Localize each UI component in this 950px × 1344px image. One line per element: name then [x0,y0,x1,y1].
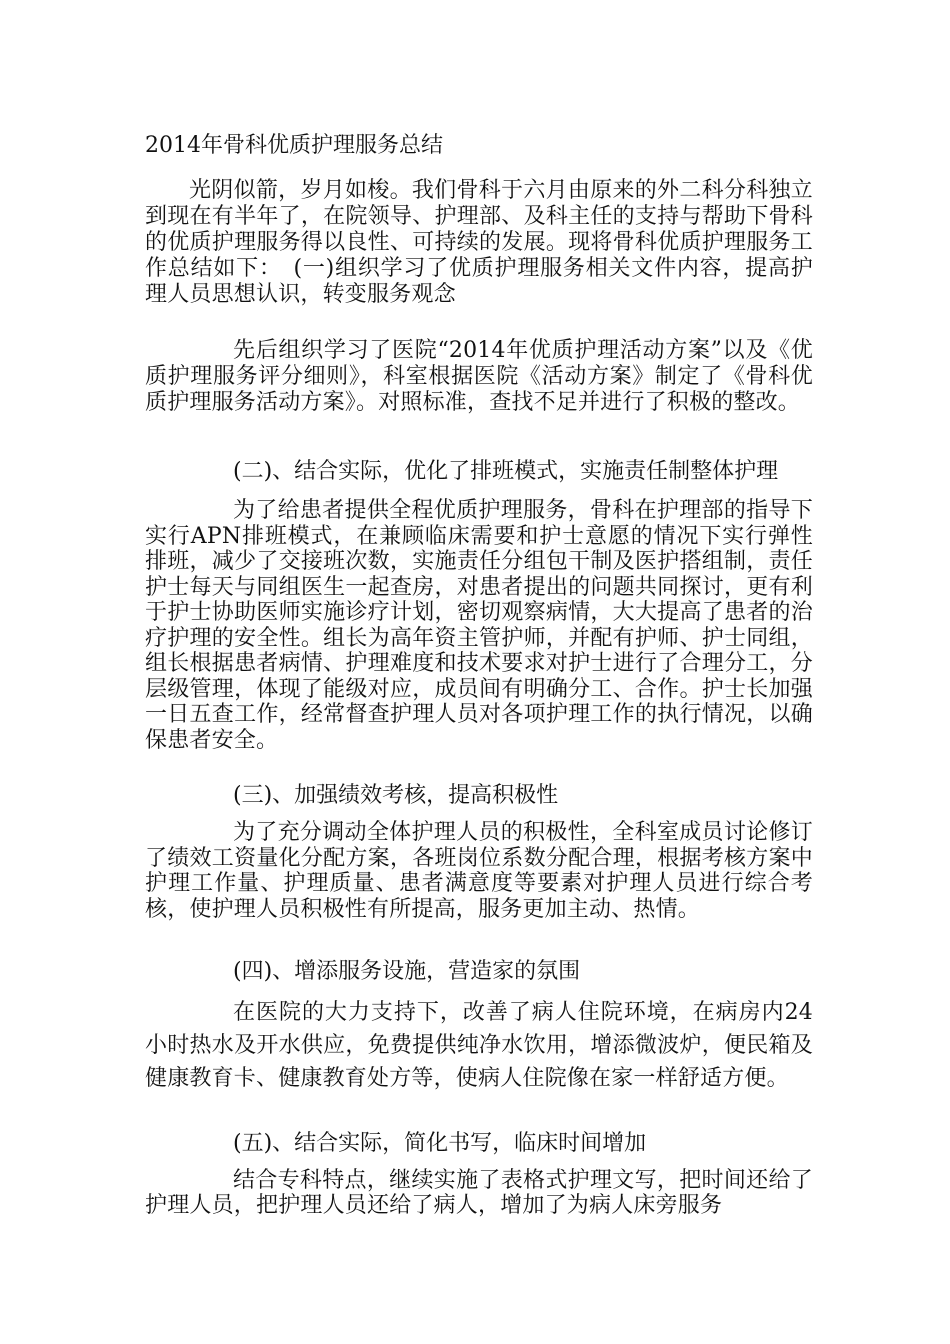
section-heading-5: (五)、结合实际，简化书写，临床时间增加 [233,1131,647,1156]
section-heading-2: (二)、结合实际，优化了排班模式，实施责任制整体护理 [233,459,779,484]
section-heading-3: (三)、加强绩效考核，提高积极性 [233,783,559,808]
document-title: 2014年骨科优质护理服务总结 [145,133,443,158]
intro-paragraph: 光阴似箭，岁月如梭。我们骨科于六月由原来的外二科分科独立到现在有半年了，在院领导、护理部、及科主任的支持与帮助下骨科的优质护理服务得以良性、可持续的发展。现将骨科优质护理服务工作总结如下： (一)组织学习了优质护理服务相关文件内容，提高护理人员思想认识，转变服务观念 [145,178,813,307]
paragraph-records: 结合专科特点，继续实施了表格式护理文写，把时间还给了护理人员，把护理人员还给了病人，增加了为病人床旁服务 [145,1168,813,1218]
paragraph-scheduling: 为了给患者提供全程优质护理服务，骨科在护理部的指导下实行APN排班模式，在兼顾临床需要和护士意愿的情况下实行弹性排班，减少了交接班次数，实施责任分组包干制及医护搭组制，责任护士每天与同组医生一起查房，对患者提出的问题共同探讨，更有利于护士协助医师实施诊疗计划，密切观察病情，大大提高了患者的治疗护理的安全性。组长为高年资主管护师，并配有护师、护士同组，组长根据患者病情、护理难度和技术要求对护士进行了合理分工，分层级管理，体现了能级对应，成员间有明确分工、合作。护士长加强一日五查工作，经常督查护理人员对各项护理工作的执行情况，以确保患者安全。 [145,498,813,753]
paragraph-facilities: 在医院的大力支持下，改善了病人住院环境，在病房内24小时热水及开水供应，免费提供纯净水饮用，增添微波炉，便民箱及健康教育卡、健康教育处方等，使病人住院像在家一样舒适方便。 [145,1000,813,1091]
paragraph-study: 先后组织学习了医院“2014年优质护理活动方案”以及《优质护理服务评分细则》，科室根据医院《活动方案》制定了《骨科优质护理服务活动方案》。对照标准，查找不足并进行了积极的整改。 [145,338,813,415]
section-heading-4: (四)、增添服务设施，营造家的氛围 [233,959,581,984]
paragraph-performance: 为了充分调动全体护理人员的积极性，全科室成员讨论修订了绩效工资量化分配方案，各班岗位系数分配合理，根据考核方案中护理工作量、护理质量、患者满意度等要素对护理人员进行综合考核，使护理人员积极性有所提高，服务更加主动、热情。 [145,820,813,922]
